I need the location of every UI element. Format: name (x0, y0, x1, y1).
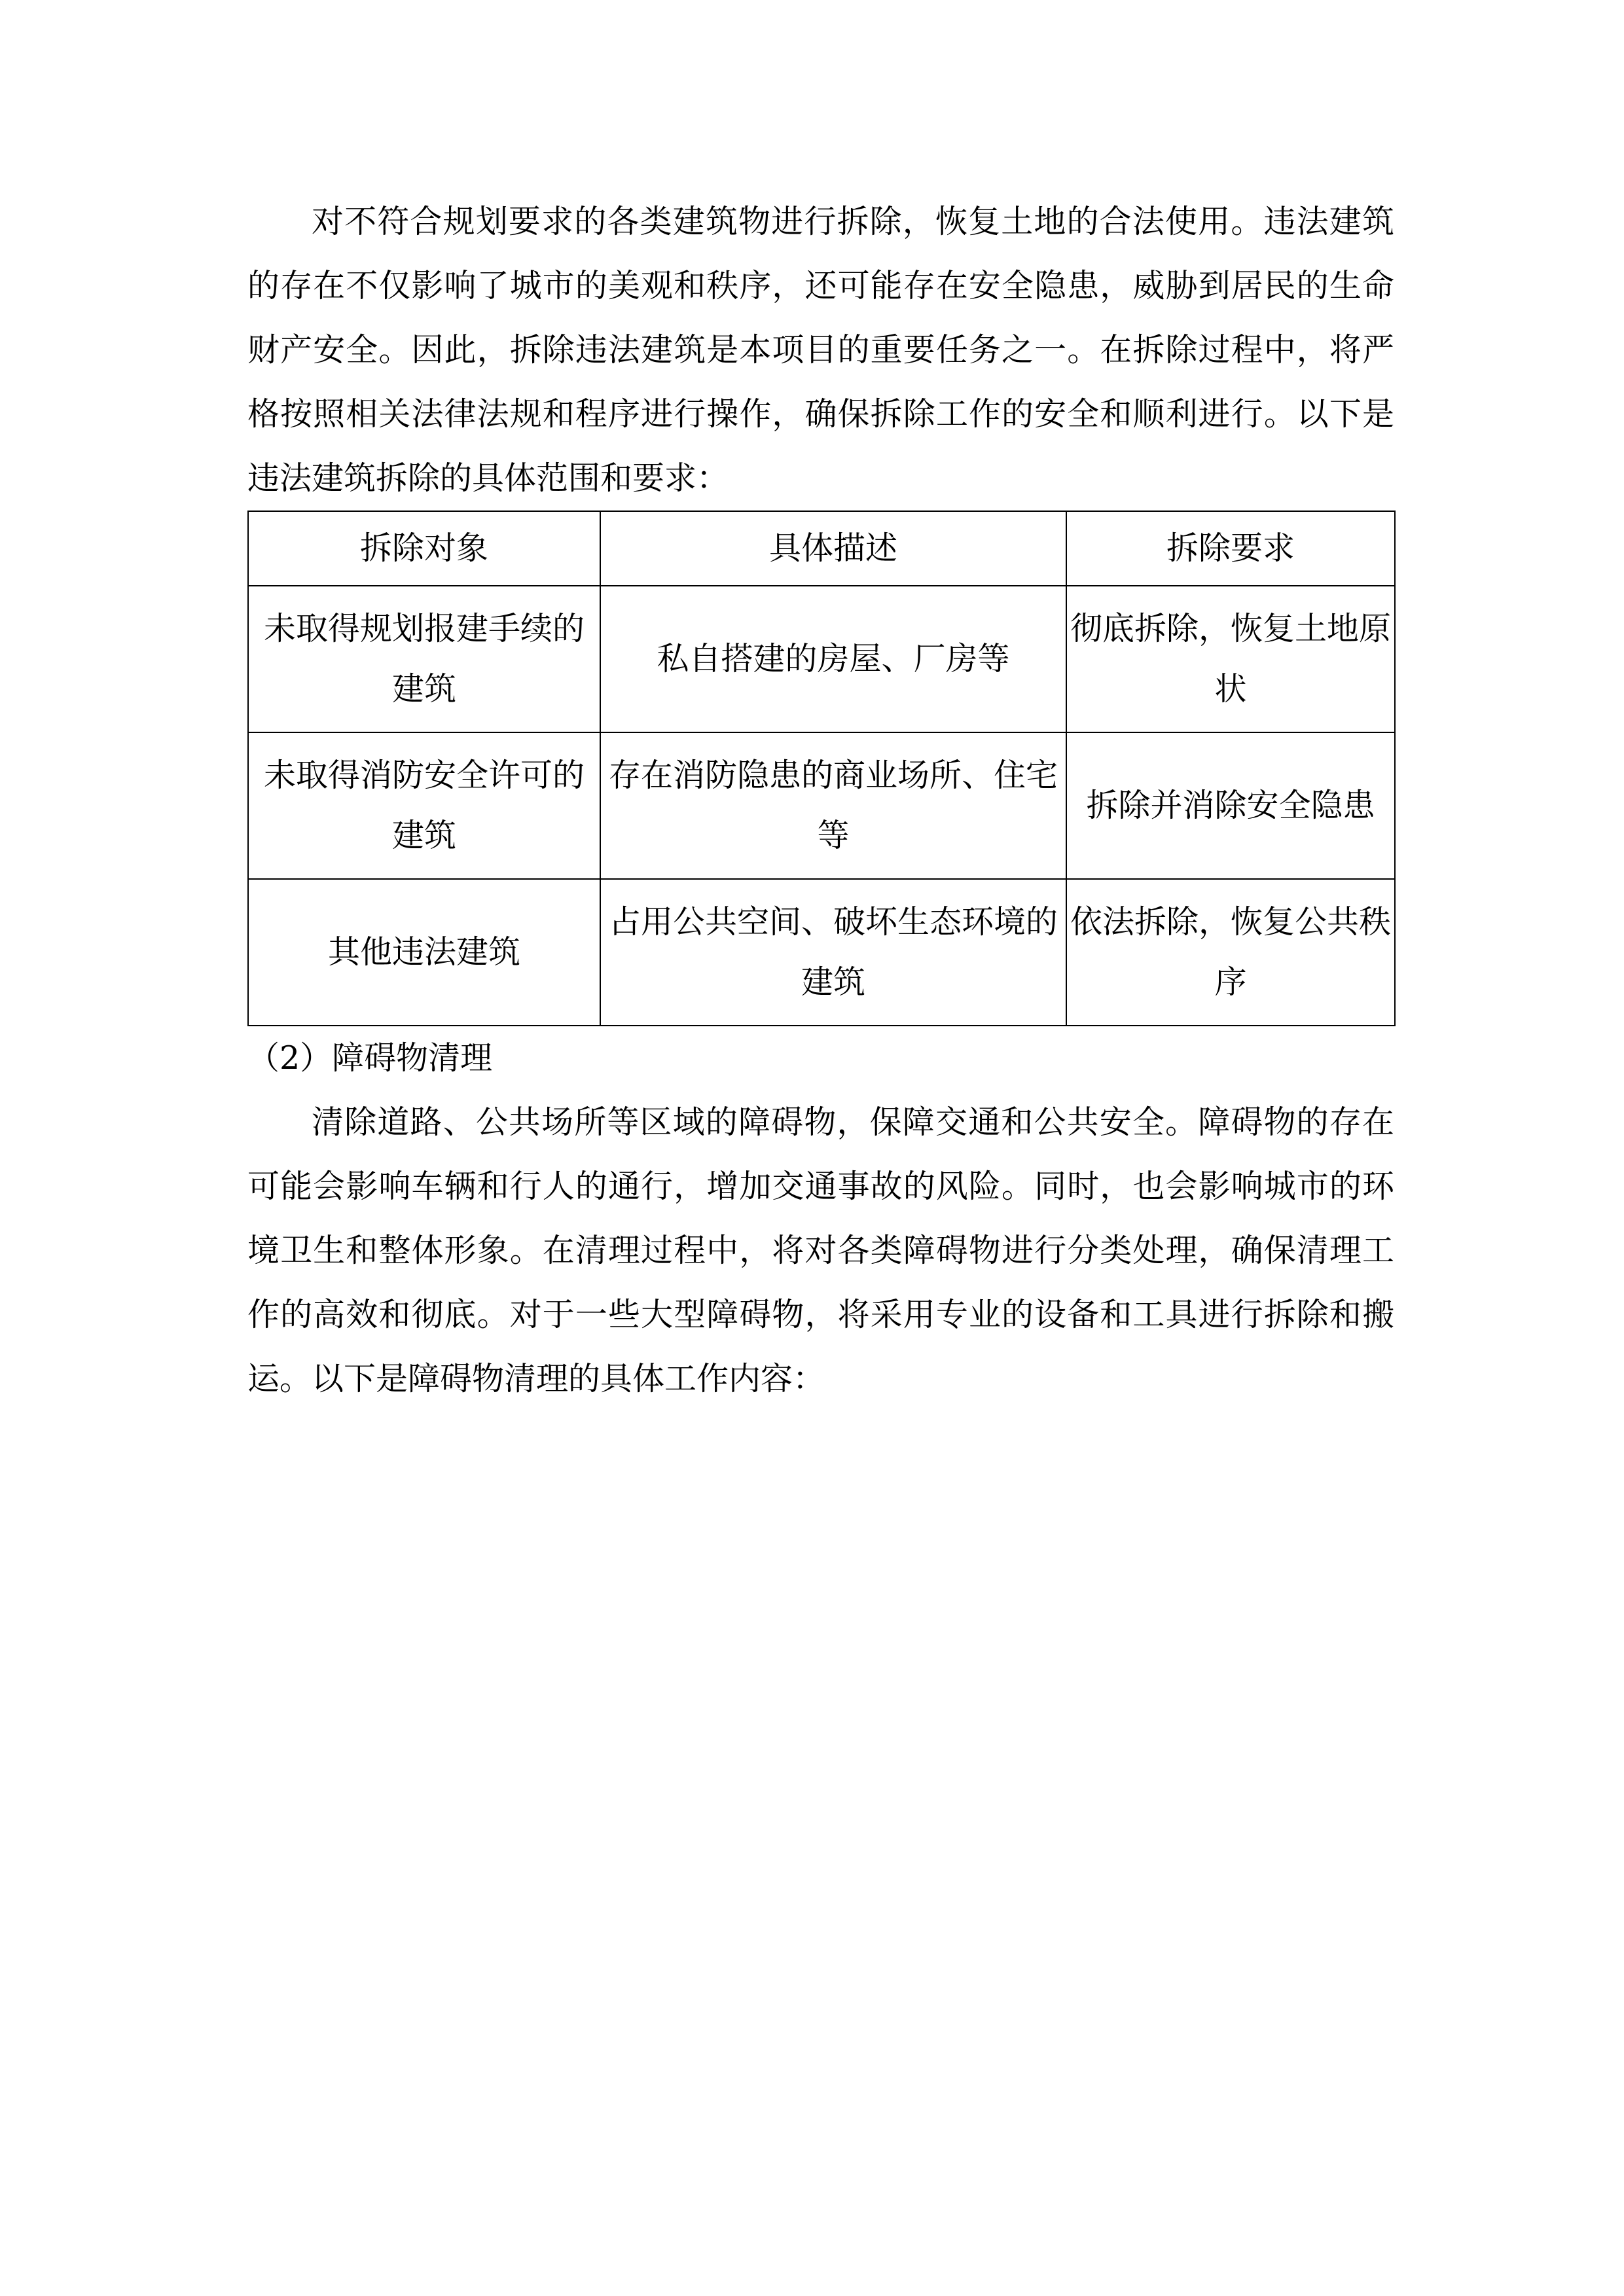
cell-description: 占用公共空间、破坏生态环境的建筑 (600, 879, 1066, 1026)
cell-requirement: 彻底拆除，恢复土地原状 (1066, 586, 1395, 732)
cell-object: 未取得消防安全许可的建筑 (248, 732, 600, 879)
cell-object: 未取得规划报建手续的建筑 (248, 586, 600, 732)
section-heading: （2）障碍物清理 (247, 1039, 493, 1077)
cell-object: 其他违法建筑 (248, 879, 600, 1026)
cell-requirement: 依法拆除，恢复公共秩序 (1066, 879, 1395, 1026)
table-row (248, 732, 1395, 879)
table-row (248, 879, 1395, 1026)
cell-description: 存在消防隐患的商业场所、住宅等 (600, 732, 1066, 879)
table-row (248, 586, 1395, 732)
cell-requirement: 拆除并消除安全隐患 (1066, 732, 1395, 879)
cell-description: 私自搭建的房屋、厂房等 (600, 586, 1066, 732)
intro-paragraph: 对不符合规划要求的各类建筑物进行拆除，恢复土地的合法使用。违法建筑的存在不仅影响了城市的美观和秩序，还可能存在安全隐患，威胁到居民的生命财产安全。因此，拆除违法建筑是本项目的重要任务之一。在拆除过程中，将严格按照相关法律法规和程序进行操作，确保拆除工作的安全和顺利进行。以下是违法建筑拆除的具体范围和要求： (247, 203, 1394, 497)
header-description: 具体描述 (600, 511, 1066, 586)
header-object: 拆除对象 (248, 511, 600, 586)
table-header-row (248, 511, 1395, 586)
demolition-table (247, 511, 1396, 1026)
document-page (247, 190, 1394, 1411)
header-requirement: 拆除要求 (1066, 511, 1395, 586)
section-paragraph: 清除道路、公共场所等区域的障碍物，保障交通和公共安全。障碍物的存在可能会影响车辆和行人的通行，增加交通事故的风险。同时，也会影响城市的环境卫生和整体形象。在清理过程中，将对各类障碍物进行分类处理，确保清理工作的高效和彻底。对于一些大型障碍物，将采用专业的设备和工具进行拆除和搬运。以下是障碍物清理的具体工作内容： (247, 1103, 1394, 1397)
